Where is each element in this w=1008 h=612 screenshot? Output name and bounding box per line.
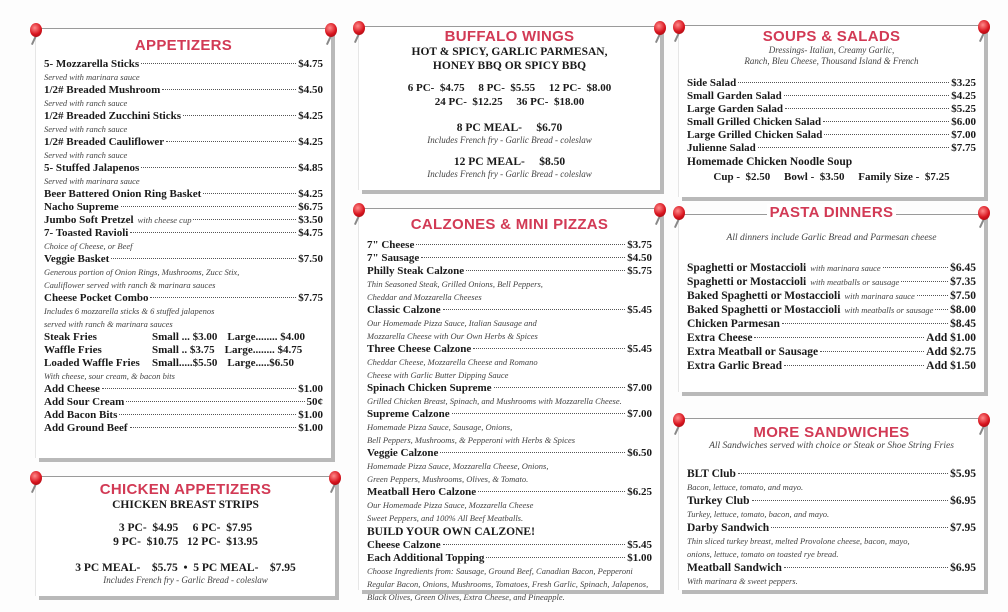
item-name: Large Grilled Chicken Salad: [687, 129, 823, 141]
item-price: $6.95: [950, 495, 976, 507]
push-pin-icon: [654, 21, 668, 43]
item-description: Served with ranch sauce: [44, 98, 128, 108]
item-description: Served with marinara sauce: [44, 72, 140, 82]
menu-item: [44, 422, 323, 435]
dot-leader: [754, 337, 924, 338]
item-name: Nacho Supreme: [44, 201, 119, 213]
dot-leader: [421, 257, 625, 258]
soups-dressings: Ranch, Bleu Cheese, Thousand Island & French: [744, 56, 919, 66]
item-description: Black Olives, Green Olives, Extra Cheese, and Pineapple.: [367, 592, 565, 602]
dot-leader: [823, 121, 949, 122]
item-price: $7.50: [298, 253, 323, 265]
push-pin-icon: [673, 206, 687, 228]
item-name: 5- Stuffed Jalapenos: [44, 162, 140, 174]
dot-leader: [784, 365, 924, 366]
item-note: with cheese cup: [137, 215, 192, 225]
chicken-subtitle: CHICKEN BREAST STRIPS: [112, 499, 259, 511]
item-description: With marinara & sweet peppers.: [687, 576, 798, 586]
item-description: Served with ranch sauce: [44, 150, 128, 160]
item-description: Homemade Pizza Sauce, Sausage, Onions,: [367, 422, 513, 432]
item-price: $5.75: [627, 265, 652, 277]
dot-leader: [784, 95, 950, 96]
dot-leader: [466, 270, 625, 271]
item-price: $4.25: [298, 136, 323, 148]
item-price: $5.45: [627, 539, 652, 551]
item-name: 7" Sausage: [367, 252, 420, 264]
item-name: Spinach Chicken Supreme: [367, 382, 492, 394]
chicken-price-line: 9 PC- $10.75 12 PC- $13.95: [113, 536, 258, 548]
menu-item: [44, 58, 323, 71]
menu-item: [687, 331, 976, 345]
item-name: Julienne Salad: [687, 142, 756, 154]
dot-leader: [121, 206, 297, 207]
dot-leader: [443, 544, 626, 545]
menu-item: [44, 409, 323, 422]
item-price: $7.00: [627, 408, 652, 420]
dot-leader: [193, 219, 296, 220]
buffalo-wings-panel: [358, 26, 660, 190]
menu-item: [687, 77, 976, 90]
push-pin-icon: [353, 203, 367, 225]
menu-item: [44, 214, 323, 227]
item-name: Side Salad: [687, 77, 737, 89]
item-description: Choice of Cheese, or Beef: [44, 241, 133, 251]
menu-item: [367, 408, 652, 421]
item-price: $8.00: [950, 304, 976, 316]
menu-item: [687, 467, 976, 481]
push-pin-icon: [673, 413, 687, 435]
dot-leader: [150, 297, 296, 298]
item-description: Our Homemade Pizza Sauce, Italian Sausage and: [367, 318, 537, 328]
menu-item: [367, 252, 652, 265]
item-name: Cheese Calzone: [367, 539, 441, 551]
pasta-subtitle: All dinners include Garlic Bread and Parmesan cheese: [726, 233, 937, 243]
push-pin-icon: [654, 203, 668, 225]
push-pin-icon: [353, 21, 367, 43]
sandwiches-panel: [678, 418, 984, 590]
dot-leader: [119, 414, 296, 415]
item-price: $6.25: [627, 486, 652, 498]
calzones-list: [367, 239, 652, 604]
menu-item: [44, 292, 323, 305]
item-description: With cheese, sour cream, & bacon bits: [44, 371, 175, 381]
item-name: Small Grilled Chicken Salad: [687, 116, 822, 128]
item-price: 50¢: [306, 396, 323, 408]
menu-item: [687, 90, 976, 103]
item-name: Waffle Fries: [44, 344, 102, 356]
item-price: $5.45: [627, 343, 652, 355]
dot-leader: [752, 500, 949, 501]
dot-leader: [440, 452, 625, 453]
dot-leader: [478, 491, 625, 492]
menu-item: [687, 561, 976, 575]
menu-item: [687, 289, 976, 303]
menu-item: [44, 201, 323, 214]
item-price: $1.00: [298, 422, 323, 434]
pasta-dinners-panel: [678, 204, 984, 392]
item-price: Add $1.00: [926, 332, 976, 344]
item-name: Small Garden Salad: [687, 90, 782, 102]
dot-leader: [758, 147, 949, 148]
push-pin-icon: [978, 206, 992, 228]
size-price: Small .. $3.75: [152, 344, 215, 356]
wings-flavors: HOT & SPICY, GARLIC PARMESAN,: [411, 46, 608, 58]
wings-meal-desc: Includes French fry - Garlic Bread - coleslaw: [427, 169, 592, 179]
item-name: BLT Club: [687, 468, 736, 480]
item-note: with meatballs or sausage: [844, 305, 934, 315]
item-description: Cheese with Garlic Butter Dipping Sauce: [367, 370, 509, 380]
appetizers-list: [44, 58, 323, 435]
dot-leader: [126, 401, 304, 402]
section-heading: Homemade Chicken Noodle Soup: [687, 156, 853, 168]
dot-leader: [130, 232, 296, 233]
item-name: Extra Garlic Bread: [687, 360, 782, 372]
item-description: Cauliflower served with ranch & marinara sauces: [44, 280, 216, 290]
item-description: Cheddar Cheese, Mozzarella Cheese and Romano: [367, 357, 538, 367]
wings-price-line: 24 PC- $12.25 36 PC- $18.00: [434, 96, 585, 108]
item-price: $1.00: [298, 409, 323, 421]
size-price: Large........ $4.00: [227, 331, 306, 343]
menu-item: [44, 396, 323, 409]
dot-leader: [141, 63, 296, 64]
dot-leader: [824, 134, 949, 135]
item-price: $4.25: [298, 188, 323, 200]
item-price: Add $1.50: [926, 360, 976, 372]
menu-item: [44, 162, 323, 175]
soups-list: [687, 77, 976, 169]
item-name: Cheese Pocket Combo: [44, 292, 149, 304]
push-pin-icon: [30, 23, 44, 45]
menu-item: [367, 552, 652, 565]
soup-sizes: Cup - $2.50 Bowl - $3.50 Family Size - $7.25: [713, 171, 950, 183]
item-description: Our Homemade Pizza Sauce, Mozzarella Cheese: [367, 500, 534, 510]
chicken-meal: 3 PC MEAL- $5.75 • 5 PC MEAL- $7.95: [75, 562, 296, 574]
item-description: Regular Bacon, Onions, Mushrooms, Tomatoes, Fresh Garlic, Spinach, Jalapenos,: [367, 579, 649, 589]
item-description: Includes 6 mozzarella sticks & 6 stuffed jalapenos: [44, 306, 215, 316]
menu-item: [367, 486, 652, 499]
menu-item: [44, 383, 323, 396]
push-pin-icon: [329, 471, 343, 493]
item-price: $5.95: [950, 468, 976, 480]
push-pin-icon: [325, 23, 339, 45]
menu-item-sizes: [44, 357, 323, 370]
item-description: Mozzarella Cheese with Our Own Herbs & Spices: [367, 331, 538, 341]
size-price: Small.....$5.50: [152, 357, 218, 369]
dot-leader: [935, 309, 948, 310]
sandwiches-title: MORE SANDWICHES: [753, 424, 910, 441]
item-price: $4.50: [627, 252, 652, 264]
menu-item: [687, 129, 976, 142]
dot-leader: [785, 108, 949, 109]
menu-item: [687, 103, 976, 116]
appetizers-title: APPETIZERS: [134, 37, 233, 54]
dot-leader: [738, 473, 948, 474]
item-name: Jumbo Soft Pretzel: [44, 214, 134, 226]
menu-item: [44, 84, 323, 97]
item-description: Sweet Peppers, and 100% All Beef Meatballs.: [367, 513, 524, 523]
dot-leader: [443, 309, 626, 310]
section-heading: BUILD YOUR OWN CALZONE!: [367, 526, 535, 538]
item-description: Thin sliced turkey breast, melted Provolone cheese, bacon, mayo,: [687, 536, 910, 546]
item-description: Generous portion of Onion Rings, Mushrooms, Zucc Stix,: [44, 267, 240, 277]
soups-title: SOUPS & SALADS: [762, 28, 901, 45]
item-description: served with ranch & marinara sauces: [44, 319, 173, 329]
appetizers-panel: [35, 28, 331, 458]
dot-leader: [901, 281, 948, 282]
item-description: Bacon, lettuce, tomato, and mayo.: [687, 482, 804, 492]
item-description: Served with marinara sauce: [44, 176, 140, 186]
item-price: $6.45: [950, 262, 976, 274]
dot-leader: [820, 351, 924, 352]
item-name: Extra Meatball or Sausage: [687, 346, 819, 358]
item-note: with meatballs or sausage: [810, 277, 900, 287]
item-description: Green Peppers, Mushrooms, Olives, & Tomato.: [367, 474, 529, 484]
chicken-price-line: 3 PC- $4.95 6 PC- $7.95: [118, 522, 253, 534]
menu-item: [367, 539, 652, 552]
dot-leader: [416, 244, 625, 245]
push-pin-icon: [30, 471, 44, 493]
chicken-title: CHICKEN APPETIZERS: [99, 481, 272, 498]
dot-leader: [111, 258, 296, 259]
menu-item: [687, 303, 976, 317]
item-price: $4.85: [298, 162, 323, 174]
dot-leader: [162, 89, 296, 90]
item-name: Add Sour Cream: [44, 396, 125, 408]
item-description: Grilled Chicken Breast, Spinach, and Mushrooms with Mozzarella Cheese.: [367, 396, 622, 406]
item-description: Cheddar and Mozzarella Cheeses: [367, 292, 482, 302]
pasta-title: PASTA DINNERS: [767, 204, 897, 221]
item-name: Meatball Sandwich: [687, 562, 782, 574]
item-name: Steak Fries: [44, 331, 97, 343]
item-price: $4.75: [298, 58, 323, 70]
item-name: Add Bacon Bits: [44, 409, 118, 421]
dot-leader: [883, 267, 949, 268]
item-price: $4.25: [298, 110, 323, 122]
size-price: Large.....$6.50: [227, 357, 295, 369]
item-name: 7" Cheese: [367, 239, 415, 251]
item-name: Spaghetti or Mostaccioli: [687, 276, 807, 288]
item-description: Turkey, lettuce, tomato, bacon, and mayo.: [687, 509, 830, 519]
item-price: $4.50: [298, 84, 323, 96]
item-description: onions, lettuce, tomato on toasted rye bread.: [687, 549, 839, 559]
dot-leader: [784, 567, 948, 568]
item-price: $6.50: [627, 447, 652, 459]
item-name: Chicken Parmesan: [687, 318, 780, 330]
item-name: 7- Toasted Ravioli: [44, 227, 129, 239]
item-name: Veggie Basket: [44, 253, 110, 265]
sandwiches-list: [687, 467, 976, 588]
size-price: Small ... $3.00: [152, 331, 218, 343]
item-description: Served with ranch sauce: [44, 124, 128, 134]
wings-price-line: 6 PC- $4.75 8 PC- $5.55 12 PC- $8.00: [407, 82, 612, 94]
size-price: Large........ $4.75: [224, 344, 303, 356]
item-price: $4.25: [951, 90, 976, 102]
item-name: Classic Calzone: [367, 304, 441, 316]
item-description: Choose Ingredients from: Sausage, Ground Beef, Canadian Bacon, Pepperoni: [367, 566, 633, 576]
wings-title: BUFFALO WINGS: [444, 28, 575, 45]
item-name: 1/2# Breaded Cauliflower: [44, 136, 165, 148]
menu-item: [687, 261, 976, 275]
menu-item-sizes: [44, 344, 323, 357]
item-description: Homemade Pizza Sauce, Mozzarella Cheese, Onions,: [367, 461, 549, 471]
item-price: $7.75: [951, 142, 976, 154]
soups-salads-panel: [678, 25, 984, 197]
item-price: $7.50: [950, 290, 976, 302]
item-price: $7.35: [950, 276, 976, 288]
menu-item: [367, 447, 652, 460]
item-name: Spaghetti or Mostaccioli: [687, 262, 807, 274]
item-name: 1/2# Breaded Zucchini Sticks: [44, 110, 182, 122]
item-price: $7.00: [627, 382, 652, 394]
wings-meal-desc: Includes French fry - Garlic Bread - coleslaw: [427, 135, 592, 145]
item-name: Add Cheese: [44, 383, 100, 395]
item-price: $5.25: [951, 103, 976, 115]
item-price: $3.25: [951, 77, 976, 89]
item-note: with marinara sauce: [810, 263, 881, 273]
item-name: Three Cheese Calzone: [367, 343, 472, 355]
item-price: $1.00: [298, 383, 323, 395]
pasta-list: [687, 261, 976, 373]
dot-leader: [486, 557, 625, 558]
menu-item: [44, 188, 323, 201]
item-price: $4.75: [298, 227, 323, 239]
chicken-appetizers-panel: [35, 476, 335, 596]
menu-item: [367, 343, 652, 356]
item-price: $6.95: [950, 562, 976, 574]
menu-item: [687, 142, 976, 155]
push-pin-icon: [978, 20, 992, 42]
item-name: Philly Steak Calzone: [367, 265, 465, 277]
item-price: $7.75: [298, 292, 323, 304]
item-price: $3.50: [298, 214, 323, 226]
item-price: $6.75: [298, 201, 323, 213]
dot-leader: [782, 323, 948, 324]
dot-leader: [917, 295, 948, 296]
item-name: Loaded Waffle Fries: [44, 357, 140, 369]
item-description: Thin Seasoned Steak, Grilled Onions, Bell Peppers,: [367, 279, 543, 289]
soups-dressings: Dressings- Italian, Creamy Garlic,: [768, 45, 895, 55]
dot-leader: [183, 115, 296, 116]
dot-leader: [141, 167, 296, 168]
item-name: Beer Battered Onion Ring Basket: [44, 188, 202, 200]
menu-item: [687, 317, 976, 331]
dot-leader: [494, 387, 626, 388]
item-price: $7.00: [951, 129, 976, 141]
calzones-title: CALZONES & MINI PIZZAS: [410, 216, 609, 233]
menu-item: [44, 110, 323, 123]
item-price: $8.45: [950, 318, 976, 330]
dot-leader: [771, 527, 948, 528]
wings-meal: 8 PC MEAL- $6.70: [456, 122, 563, 134]
item-price: $7.95: [950, 522, 976, 534]
item-name: Veggie Calzone: [367, 447, 439, 459]
calzones-panel: [358, 208, 660, 602]
dot-leader: [738, 82, 949, 83]
item-name: Each Additional Topping: [367, 552, 485, 564]
push-pin-icon: [978, 413, 992, 435]
menu-item: [687, 275, 976, 289]
item-price: Add $2.75: [926, 346, 976, 358]
wings-meal: 12 PC MEAL- $8.50: [453, 156, 566, 168]
item-name: 1/2# Breaded Mushroom: [44, 84, 161, 96]
item-name: Supreme Calzone: [367, 408, 450, 420]
menu-item: [44, 253, 323, 266]
item-name: Darby Sandwich: [687, 522, 770, 534]
menu-item: [687, 494, 976, 508]
push-pin-icon: [673, 20, 687, 42]
dot-leader: [166, 141, 296, 142]
item-name: Baked Spaghetti or Mostaccioli: [687, 290, 841, 302]
menu-item: [367, 304, 652, 317]
item-name: Meatball Hero Calzone: [367, 486, 477, 498]
menu-item: [367, 265, 652, 278]
chicken-meal-desc: Includes French fry - Garlic Bread - coleslaw: [103, 575, 268, 585]
dot-leader: [102, 388, 296, 389]
menu-item: [367, 239, 652, 252]
item-name: Large Garden Salad: [687, 103, 783, 115]
wings-flavors: HONEY BBQ OR SPICY BBQ: [432, 60, 587, 72]
menu-item: [687, 116, 976, 129]
item-note: with marinara sauce: [844, 291, 915, 301]
menu-item: [44, 227, 323, 240]
item-name: Turkey Club: [687, 495, 750, 507]
item-name: Extra Cheese: [687, 332, 753, 344]
menu-item: [687, 521, 976, 535]
dot-leader: [452, 413, 626, 414]
item-name: Baked Spaghetti or Mostaccioli: [687, 304, 841, 316]
dot-leader: [473, 348, 625, 349]
menu-item: [367, 382, 652, 395]
menu-item: [687, 359, 976, 373]
item-price: $3.75: [627, 239, 652, 251]
menu-item: [687, 345, 976, 359]
item-name: Add Ground Beef: [44, 422, 128, 434]
dot-leader: [130, 427, 297, 428]
item-description: Bell Peppers, Mushrooms, & Pepperoni with Herbs & Spices: [367, 435, 576, 445]
item-price: $1.00: [627, 552, 652, 564]
sandwiches-subtitle: All Sandwiches served with choice or Steak or Shoe String Fries: [709, 441, 954, 451]
item-name: 5- Mozzarella Sticks: [44, 58, 140, 70]
item-price: $5.45: [627, 304, 652, 316]
menu-item: [44, 136, 323, 149]
menu-item-sizes: [44, 331, 323, 344]
item-price: $6.00: [951, 116, 976, 128]
dot-leader: [203, 193, 296, 194]
